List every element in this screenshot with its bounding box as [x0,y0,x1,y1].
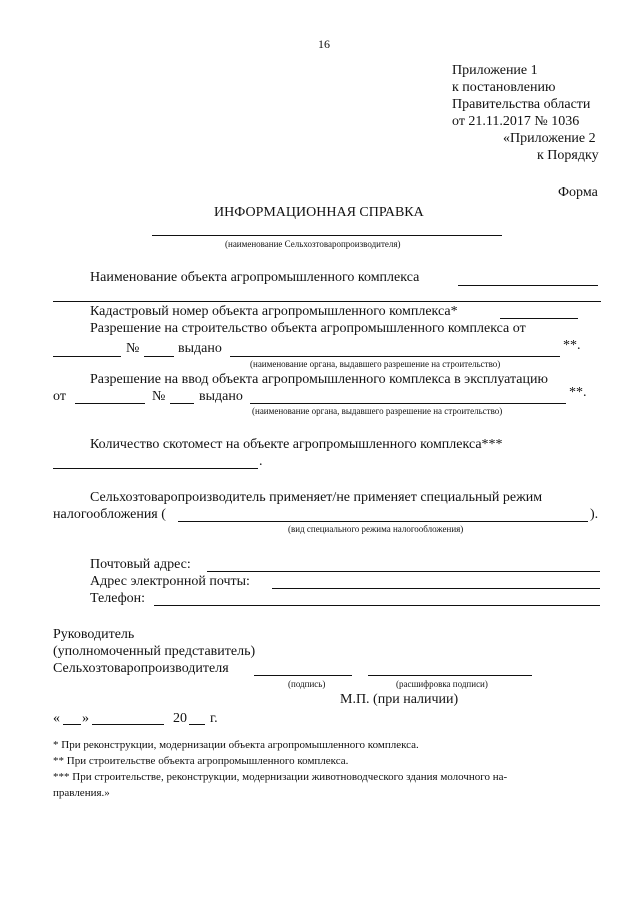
cadastral-label: Кадастровый номер объекта агропромышленного комплекса* [90,304,458,319]
build-no-label: № [126,341,140,356]
appendix-line: «Приложение 2 [503,131,596,146]
issuer-caption: (наименование органа, выдавшего разрешение на строительство) [252,406,503,416]
build-issuer-line [230,356,560,357]
commission-permit-label: Разрешение на ввод объекта агропромышленного комплекса в эксплуатацию [90,372,548,387]
decode-caption: (расшифровка подписи) [396,679,488,689]
date-year: 20 [173,711,187,726]
date-suffix: г. [210,711,218,726]
signer-line: Сельхозтоваропроизводителя [53,661,229,676]
commission-issuer-line [250,403,566,404]
commission-no-line [170,403,194,404]
footnote: правления.» [53,787,110,799]
appendix-line: от 21.11.2017 № 1036 [452,114,580,129]
appendix-line: Приложение 1 [452,63,538,78]
form-label: Форма [558,185,598,200]
issuer-caption: (наименование органа, выдавшего разрешение на строительство) [250,359,501,369]
phone-label: Телефон: [90,591,146,606]
build-permit-label: Разрешение на строительство объекта агропромышленного комплекса от [90,321,526,336]
producer-name-line [152,235,502,236]
producer-caption: (наименование Сельхозтоваропроизводителя) [225,239,401,249]
livestock-label: Количество скотомест на объекте агропромышленного комплекса*** [90,437,503,452]
date-day-line [63,724,81,725]
date-year-line [189,724,205,725]
commission-from-label: от [53,389,66,404]
page-number: 16 [318,37,330,51]
build-date-line [53,356,121,357]
decode-line [368,675,532,676]
commission-date-line [75,403,145,404]
object-name-line-2 [53,301,601,302]
cadastral-line [500,318,578,319]
postal-line [207,571,600,572]
email-label: Адрес электронной почты: [90,574,250,589]
livestock-end: . [259,454,263,469]
signer-line: (уполномоченный представитель) [53,644,256,659]
postal-label: Почтовый адрес: [90,557,191,572]
tax-line-2-start: налогообложения ( [53,507,166,522]
date-month-line [92,724,164,725]
commission-end: **. [569,385,587,400]
stamp-label: М.П. (при наличии) [340,692,459,707]
livestock-line [53,468,258,469]
appendix-line: к Порядку [537,148,599,163]
build-no-line [144,356,174,357]
appendix-line: Правительства области [452,97,591,112]
footnote: *** При строительстве, реконструкции, модернизации животноводческого здания молочного на- [53,771,508,783]
tax-line-1: Сельхозтоваропроизводитель применяет/не применяет специальный режим [90,490,543,505]
object-name-line [458,285,598,286]
date-open-quote: « [53,711,60,726]
commission-issued-label: выдано [199,389,243,404]
tax-line-2-end: ). [590,507,599,522]
phone-line [154,605,600,606]
date-close-quote: » [82,711,89,726]
tax-caption: (вид специального режима налогообложения) [288,524,464,534]
footnote: * При реконструкции, модернизации объекта агропромышленного комплекса. [53,739,419,751]
object-name-label: Наименование объекта агропромышленного комплекса [90,270,420,285]
page-title: ИНФОРМАЦИОННАЯ СПРАВКА [214,205,424,220]
appendix-line: к постановлению [452,80,556,95]
commission-no-label: № [152,389,166,404]
signer-line: Руководитель [53,627,135,642]
footnote: ** При строительстве объекта агропромышленного комплекса. [53,755,349,767]
build-end: **. [563,338,581,353]
email-line [272,588,600,589]
build-issued-label: выдано [178,341,222,356]
signature-caption: (подпись) [288,679,326,689]
signature-line [254,675,352,676]
tax-regime-line [178,521,588,522]
